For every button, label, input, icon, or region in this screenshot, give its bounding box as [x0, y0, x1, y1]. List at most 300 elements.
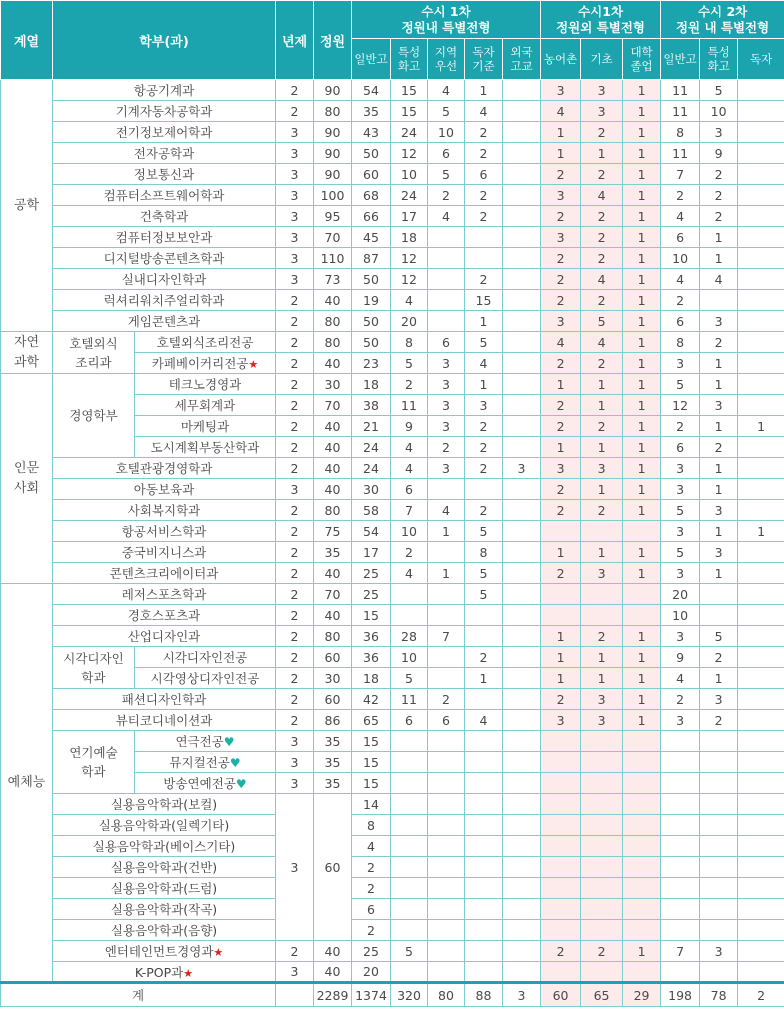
cell: 10	[661, 605, 700, 626]
header-group-susi1-in: 수시 1차 정원내 특별전형	[352, 1, 541, 39]
cell: 35	[352, 101, 391, 122]
cell: 3	[276, 164, 314, 185]
category-art: 예체능	[1, 584, 53, 983]
cell: 40	[314, 563, 352, 584]
cell	[503, 164, 541, 185]
table-row	[1, 101, 784, 122]
cell: 5	[465, 332, 503, 353]
cell: 1	[700, 521, 738, 542]
cell	[503, 542, 541, 563]
dept-name	[135, 668, 276, 689]
cell: 1	[700, 563, 738, 584]
cell: 2	[465, 206, 503, 227]
cell: 66	[352, 206, 391, 227]
cell	[738, 143, 784, 164]
cell: 24	[391, 185, 428, 206]
cell	[661, 836, 700, 857]
cell: 25	[352, 584, 391, 605]
cell	[465, 773, 503, 794]
group-perf: 연기예술 학과	[53, 731, 135, 794]
cell: 2	[276, 584, 314, 605]
cell: 2	[581, 122, 623, 143]
cell	[738, 689, 784, 710]
cell: 60	[314, 647, 352, 668]
dept-label: 도시계획부동산학과	[150, 440, 260, 455]
cell	[738, 374, 784, 395]
cell	[541, 731, 581, 752]
cell	[465, 248, 503, 269]
cell	[661, 857, 700, 878]
cell: 1	[623, 164, 661, 185]
cell	[738, 920, 784, 941]
cell: 40	[314, 479, 352, 500]
cell: 2	[465, 647, 503, 668]
cell: 2	[581, 290, 623, 311]
cell: 2	[276, 605, 314, 626]
cell: 3	[276, 143, 314, 164]
dept-name	[53, 710, 276, 731]
cell: 15	[352, 752, 391, 773]
cell: 8	[352, 815, 391, 836]
dept-name	[53, 836, 276, 857]
header-hakbu: 학부(과)	[53, 1, 276, 80]
cell: 4	[391, 563, 428, 584]
cell	[661, 899, 700, 920]
cell: 4	[581, 332, 623, 353]
cell: 4	[465, 353, 503, 374]
cell: 3	[428, 374, 465, 395]
cell: 2	[276, 563, 314, 584]
dept-label: 연극전공	[175, 734, 224, 749]
dept-name	[53, 689, 276, 710]
cell: 2	[276, 626, 314, 647]
cell: 1	[465, 311, 503, 332]
cell: 35	[314, 752, 352, 773]
cell: 1	[428, 521, 465, 542]
cell: 3	[581, 689, 623, 710]
cell: 4	[661, 206, 700, 227]
cell: 6	[352, 899, 391, 920]
dept-label: 정보통신과	[133, 167, 195, 182]
cell: 1	[623, 647, 661, 668]
cell: 9	[661, 647, 700, 668]
cell: 9	[700, 143, 738, 164]
cell: 8	[661, 122, 700, 143]
cell: 1	[541, 374, 581, 395]
cell	[428, 962, 465, 983]
cell: 12	[391, 248, 428, 269]
total-cell: 2	[738, 983, 784, 1007]
dept-label: 테크노경영과	[168, 377, 242, 392]
cell	[503, 941, 541, 962]
cell: 5	[661, 542, 700, 563]
cell: 2	[541, 164, 581, 185]
dept-name	[53, 206, 276, 227]
dept-name	[135, 395, 276, 416]
cell	[738, 164, 784, 185]
cell	[738, 395, 784, 416]
cell: 2	[541, 689, 581, 710]
cell	[581, 815, 623, 836]
cell	[428, 479, 465, 500]
cell: 2	[465, 416, 503, 437]
cell	[738, 836, 784, 857]
cell	[738, 458, 784, 479]
cell: 2	[700, 206, 738, 227]
table-row	[1, 920, 784, 941]
cell: 2	[391, 542, 428, 563]
cell: 2	[541, 248, 581, 269]
cell: 1	[738, 416, 784, 437]
dept-label: 실용음악학과(일렉기타)	[98, 818, 230, 833]
cell: 2	[276, 500, 314, 521]
cell: 1	[541, 542, 581, 563]
cell	[623, 773, 661, 794]
cell	[428, 836, 465, 857]
cell	[738, 437, 784, 458]
cell: 3	[541, 80, 581, 101]
cell	[465, 479, 503, 500]
cell	[738, 185, 784, 206]
cell	[738, 269, 784, 290]
dept-label: 방송연예전공	[163, 776, 236, 791]
cell	[428, 647, 465, 668]
dept-label: 실용음악학과(작곡)	[110, 902, 218, 917]
cell	[661, 920, 700, 941]
cell: 15	[352, 731, 391, 752]
dept-label: 실용음악학과(건반)	[110, 860, 218, 875]
star-icon: ★	[248, 358, 259, 371]
cell: 15	[352, 605, 391, 626]
cell: 1	[623, 563, 661, 584]
cell: 58	[352, 500, 391, 521]
cell: 1	[581, 143, 623, 164]
table-row	[1, 731, 784, 752]
cell: 20	[391, 311, 428, 332]
cell	[503, 143, 541, 164]
cell: 1	[623, 80, 661, 101]
cell: 1	[541, 122, 581, 143]
cell	[503, 269, 541, 290]
cell	[581, 962, 623, 983]
dept-name	[135, 752, 276, 773]
cell	[503, 374, 541, 395]
cell: 3	[661, 353, 700, 374]
cell: 3	[541, 311, 581, 332]
cell: 4	[391, 290, 428, 311]
cell	[581, 584, 623, 605]
cell	[738, 710, 784, 731]
dept-label: 콘텐츠크리에이터과	[109, 566, 219, 581]
cell	[465, 899, 503, 920]
cell	[428, 584, 465, 605]
cell: 9	[391, 416, 428, 437]
cell	[503, 416, 541, 437]
cell: 15	[391, 101, 428, 122]
table-row	[1, 962, 784, 983]
cell	[503, 185, 541, 206]
cell: 6	[465, 164, 503, 185]
cell	[428, 920, 465, 941]
dept-label: 중국비지니스과	[121, 545, 207, 560]
cell	[428, 269, 465, 290]
cell	[465, 836, 503, 857]
table-row	[1, 500, 784, 521]
cell: 10	[700, 101, 738, 122]
dept-label: 마케팅과	[180, 419, 230, 434]
cell	[541, 962, 581, 983]
cell: 2	[541, 479, 581, 500]
dept-label: 산업디자인과	[127, 629, 201, 644]
cell: 54	[352, 80, 391, 101]
dept-name	[53, 479, 276, 500]
category-hum: 인문 사회	[1, 374, 53, 584]
cell: 12	[661, 395, 700, 416]
cell	[623, 878, 661, 899]
cell: 2	[276, 332, 314, 353]
cell	[503, 773, 541, 794]
cell	[700, 899, 738, 920]
cell	[738, 122, 784, 143]
cell: 3	[700, 500, 738, 521]
cell	[738, 80, 784, 101]
cell	[700, 920, 738, 941]
cell	[541, 857, 581, 878]
cell: 4	[581, 185, 623, 206]
cell: 25	[352, 563, 391, 584]
cell: 3	[661, 563, 700, 584]
cell	[503, 857, 541, 878]
cell: 3	[465, 395, 503, 416]
cell	[503, 731, 541, 752]
total-cell: 29	[623, 983, 661, 1007]
cell	[581, 773, 623, 794]
cell: 1	[623, 143, 661, 164]
cell: 2	[541, 500, 581, 521]
cell	[465, 626, 503, 647]
cell: 2	[541, 290, 581, 311]
cell: 3	[428, 395, 465, 416]
group-hotel: 호텔외식 조리과	[53, 332, 135, 374]
cell: 15	[391, 80, 428, 101]
cell: 8	[391, 332, 428, 353]
cell: 1	[623, 542, 661, 563]
cell: 3	[700, 941, 738, 962]
cell: 3	[541, 710, 581, 731]
cell: 90	[314, 164, 352, 185]
dept-name	[135, 332, 276, 353]
cell: 2	[276, 458, 314, 479]
cell: 1	[623, 122, 661, 143]
cell: 11	[661, 101, 700, 122]
cell	[391, 857, 428, 878]
header-cols1-3: 독자 기준	[465, 39, 503, 80]
cell	[623, 899, 661, 920]
cell: 2	[661, 290, 700, 311]
table-row	[1, 122, 784, 143]
cell: 50	[352, 311, 391, 332]
cell: 90	[314, 80, 352, 101]
cell	[738, 311, 784, 332]
cell: 24	[352, 458, 391, 479]
total-row	[1, 983, 784, 1007]
cell: 18	[352, 668, 391, 689]
cell	[503, 122, 541, 143]
table-row	[1, 164, 784, 185]
table-row	[1, 710, 784, 731]
cell	[428, 311, 465, 332]
table-row	[1, 227, 784, 248]
cell	[738, 353, 784, 374]
cell: 50	[352, 269, 391, 290]
cell: 4	[428, 80, 465, 101]
cell	[661, 752, 700, 773]
cell	[700, 836, 738, 857]
cell: 1	[541, 668, 581, 689]
cell	[391, 752, 428, 773]
cell	[738, 626, 784, 647]
cell	[623, 836, 661, 857]
table-row	[1, 290, 784, 311]
table-row	[1, 815, 784, 836]
dept-name	[53, 164, 276, 185]
cell: 86	[314, 710, 352, 731]
dept-label: 컴퓨터정보보안과	[115, 230, 213, 245]
cell: 2	[352, 920, 391, 941]
cell: 4	[391, 437, 428, 458]
cell: 2	[276, 647, 314, 668]
cell	[391, 962, 428, 983]
cell: 2	[700, 164, 738, 185]
cell: 1	[700, 353, 738, 374]
dept-label: 실용음악학과(보컬)	[110, 797, 218, 812]
cell: 1	[623, 941, 661, 962]
cell: 3	[428, 416, 465, 437]
cell: 5	[428, 101, 465, 122]
cell: 2	[700, 437, 738, 458]
cell: 1	[541, 626, 581, 647]
dept-label: 패션디자인학과	[121, 692, 207, 707]
cell	[541, 773, 581, 794]
cell	[623, 962, 661, 983]
total-cell: 78	[700, 983, 738, 1007]
cell	[738, 668, 784, 689]
cell: 10	[661, 248, 700, 269]
cell: 1	[428, 563, 465, 584]
cell: 3	[276, 773, 314, 794]
cell	[581, 857, 623, 878]
cell: 80	[314, 101, 352, 122]
dept-label: 시각영상디자인전공	[150, 671, 260, 686]
cell: 5	[391, 353, 428, 374]
cell: 14	[352, 794, 391, 815]
cell: 4	[661, 668, 700, 689]
cell: 4	[465, 710, 503, 731]
cell: 2	[276, 668, 314, 689]
dept-label: 럭셔리워치주얼리학과	[103, 293, 225, 308]
cell: 4	[700, 269, 738, 290]
heart-icon: ♥	[229, 756, 241, 770]
cell	[428, 731, 465, 752]
dept-label: 디지털방송콘텐츠학과	[103, 251, 225, 266]
cell: 21	[352, 416, 391, 437]
cell: 1	[623, 500, 661, 521]
music-jeongwon: 60	[314, 794, 352, 941]
cell: 19	[352, 290, 391, 311]
cell: 3	[581, 563, 623, 584]
cell	[503, 626, 541, 647]
dept-name	[53, 815, 276, 836]
cell: 1	[700, 227, 738, 248]
cell: 1	[623, 626, 661, 647]
dept-name	[135, 647, 276, 668]
cell	[428, 227, 465, 248]
table-row	[1, 80, 784, 101]
cell	[503, 248, 541, 269]
cell	[700, 962, 738, 983]
table-row	[1, 374, 784, 395]
cell	[503, 920, 541, 941]
dept-label: 경호스포츠과	[127, 608, 201, 623]
cell: 40	[314, 605, 352, 626]
cell	[503, 479, 541, 500]
heart-icon: ♥	[235, 777, 247, 791]
cell: 2	[581, 248, 623, 269]
table-row	[1, 899, 784, 920]
header-cols3-1: 특성 화고	[700, 39, 738, 80]
cell: 3	[661, 626, 700, 647]
header-jeongwon: 정원	[314, 1, 352, 80]
dept-name	[53, 626, 276, 647]
cell	[700, 290, 738, 311]
cell	[428, 857, 465, 878]
cell	[503, 80, 541, 101]
star-icon: ★	[213, 946, 224, 959]
cell: 2	[352, 878, 391, 899]
cell	[503, 647, 541, 668]
cell	[581, 794, 623, 815]
cell: 23	[352, 353, 391, 374]
cell: 1	[623, 395, 661, 416]
cell	[738, 899, 784, 920]
cell	[541, 794, 581, 815]
cell	[428, 941, 465, 962]
dept-label: 레저스포츠학과	[121, 587, 207, 602]
cell: 3	[276, 206, 314, 227]
cell: 3	[541, 458, 581, 479]
cell	[661, 773, 700, 794]
table-row	[1, 185, 784, 206]
cell: 4	[581, 269, 623, 290]
cell: 3	[276, 248, 314, 269]
cell: 6	[428, 143, 465, 164]
cell	[623, 731, 661, 752]
total-cell: 60	[541, 983, 581, 1007]
cell	[738, 206, 784, 227]
cell: 2	[581, 500, 623, 521]
cell: 3	[503, 458, 541, 479]
cell: 3	[700, 542, 738, 563]
cell: 3	[700, 122, 738, 143]
cell: 1	[623, 227, 661, 248]
cell: 1	[623, 689, 661, 710]
cell	[700, 815, 738, 836]
total-cell: 80	[428, 983, 465, 1007]
cell: 2	[581, 227, 623, 248]
header-cols2-0: 농어촌	[541, 39, 581, 80]
cell	[465, 794, 503, 815]
dept-label: 건축학과	[139, 209, 189, 224]
